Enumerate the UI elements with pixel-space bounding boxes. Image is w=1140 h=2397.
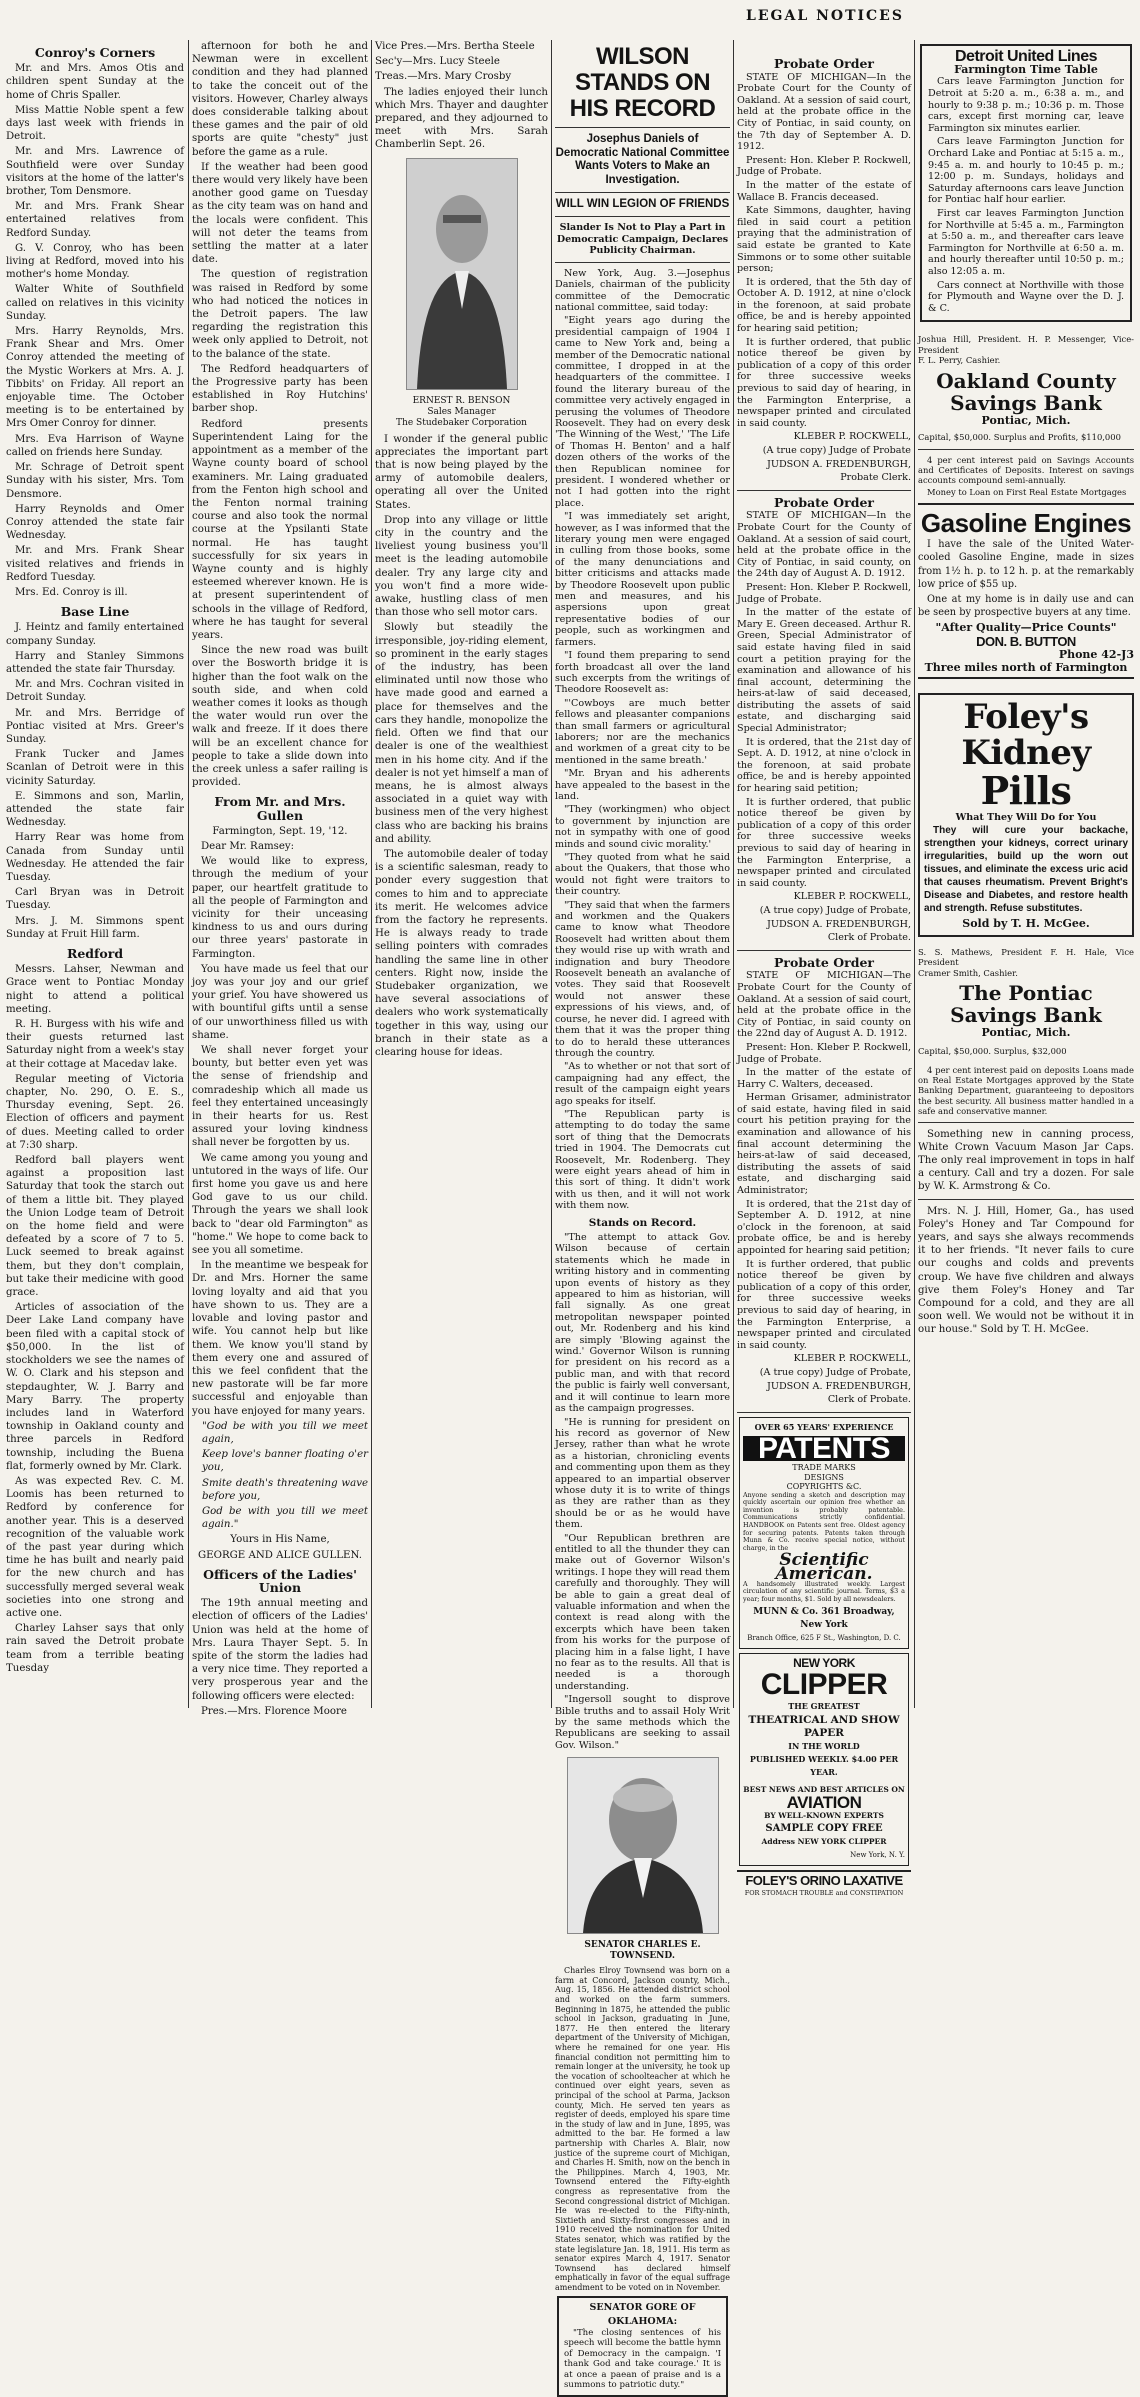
article-paragraph: "As to whether or not that sort of campaigning had any effect, the result of the campaign eight years ago speaks for itself.	[555, 1061, 730, 1107]
foley-subtitle: What They Will Do for You	[955, 812, 1097, 824]
legal-notices-header: LEGAL NOTICES	[746, 8, 904, 24]
townsend-biography: Charles Elroy Townsend was born on a farm at Concord, Jackson county, Mich., Aug. 15, 1856. He attended district school and worked on the farm summers. Beginning in 1875, he attended the public school in Jackson, graduating in June, 1877. He then entered the literary department of the University of Michigan, where he remained for one year. His financial condition not permitting him to remain longer at the university, he took up the vocation of schoolteacher at which he continued over eight years, seven as principal of the school at Parma, Jackson county, Mich. He served ten years as register of deeds, employed his spare time in the study of law and in June, 1895, was admitted to the bar. He formed a law partnership with Charles A. Blair, now justice of the supreme court of Michigan, and Charles H. Smith, now on the bench in the Philippines. March 4, 1903, Mr. Townsend entered the Fifty-eighth congress as representative from the Second congressional district of Michigan. He was re-elected to the Fifty-ninth, Sixtieth and Sixty-first congresses and in 1910 received the nomination for United States senator, which was ratified by the state legislature Jan. 18, 1911. His term as senator expires March 4, 1917. Senator Townsend has declared himself emphatically in favor of the equal suffrage amendment to be voted on in November.	[555, 1966, 730, 2292]
letter-dateline: Farmington, Sept. 19, '12.	[212, 825, 348, 837]
timetable-paragraph: First car leaves Farmington Junction for Northville at 5:45 a. m., Farmington at 5:50 a. m., and thereafter cars leave Farmington for Northville at 6:50 a. m. and hourly thereafter until 10:50 p. m.; also 12:05 a. m.	[928, 207, 1124, 277]
news-item: Miss Mattie Noble spent a few days last week with friends in Detroit.	[6, 104, 184, 143]
probate-signature-line: (A true copy) Judge of Probate,	[759, 904, 911, 916]
column-rule	[371, 40, 372, 1708]
benson-photo-caption	[375, 396, 548, 429]
news-item: Articles of association of the Deer Lake Land company have been filed with a capital stock of $50,000. In the list of stockholders we see the names of W. O. Clark and his stepson and stepdaughter, W. J. Barry and Mary Barry. The property includes land in Waterford township in Oakland county and three parcels in Redford township, including the Buena flat, formerly owned by Mr. Clark.	[6, 1302, 184, 1472]
foley-kidney-pills-ad	[918, 693, 1134, 936]
oakland-bank-officers: Joshua Hill, President. H. P. Messenger, Vice-President F. L. Perry, Cashier.	[918, 334, 1134, 366]
canning-notice: Something new in canning process, White Crown Vacuum Mason Jar Caps. The only real improvement in tops in half a century. Call and try a dozen. For sale by W. K. Armstrong & Co.	[918, 1128, 1134, 1193]
article-paragraph: Slowly but steadily the irresponsible, joy-riding element, so prominent in the early stages of the industry, has been eliminated until now those who have made good and earned a place for themselves and the cars they handle, monopolize the field. Often we find that our dealer is one of the wealthiest men in his home city. And if the dealer is not yet himself a man of means, he is almost always associated in a quiet way with business men of the very highest class who are backing his brains and ability.	[375, 622, 548, 845]
gullen-letter-heading: From Mr. and Mrs. Gullen	[214, 794, 346, 823]
probate-paragraph: It is ordered, that the 21st day of September A. D. 1912, at nine o'clock in the forenoon, at said probate office, be and is hereby appointed for hearing said petition;	[737, 1198, 911, 1256]
conroys-corners-heading: Conroy's Corners	[34, 45, 156, 60]
oakland-bank-loan: Money to Loan on First Real Estate Mortgages	[927, 487, 1127, 498]
article-paragraph: "The Republican party is attempting to do today the same sort of thing that the Democrats tried in 1904. The Democrats cut Roosevelt, Mr. Rodenberg. They were eight years ahead of him in this sort of thing. It didn't work with us then, and it will not work with them now.	[555, 1108, 730, 1212]
article-paragraph: "Our Republican brethren are entitled to all the thunder they can make out of Governor Wilson's writings. I hope they will read them carefully and thoroughly. They will be able to gain a great deal of valuable information and when the context is read along with the excerpts which have been taken from his works for the purpose of placing him in a false light, I have no fear as to the results. All that is needed is a thorough understanding.	[555, 1532, 730, 1692]
poem-line: "God be with you till we meet again,	[202, 1420, 368, 1445]
officers-list	[375, 40, 548, 84]
news-item: G. V. Conroy, who has been living at Redford, moved into his mother's home Monday.	[6, 242, 184, 281]
probate-signature-line: (A true copy) Judge of Probate	[762, 445, 911, 456]
pontiac-bank-city: Pontiac, Mich.	[981, 1026, 1071, 1040]
officers-president: Pres.—Mrs. Florence Moore	[201, 1705, 347, 1717]
divider	[918, 1122, 1134, 1123]
base-line-items	[6, 621, 184, 941]
gasoline-text: I have the sale of the United Water-cooled Gasoline Engine, made in sizes from 1½ h. p. to 12 h. p. at the remarkably low price of $55 up.	[918, 539, 1134, 590]
article-paragraph: I wonder if the general public appreciates the important part that is now being played by the army of automobile dealers, operating all over the United States.	[375, 433, 548, 511]
column-rule	[188, 40, 189, 1708]
article-paragraph: "'Cowboys are much better fellows and pleasanter companions than small farmers or agricultural laborers; nor are the mechanics and workmen of a great city to be mentioned in the same breath.'	[555, 697, 730, 766]
gore-quote: "The closing sentences of his speech will become the battle hymn of Democracy in the campaign. 'I thank God and take courage.' It is at once a paean of praise and is a summons to patriotic duty."	[564, 2327, 722, 2390]
probate-paragraph: It is ordered, that the 5th day of October A. D. 1912, at nine o'clock in the forenoon, at said probate office, be and is hereby appointed for hearing said petition;	[737, 276, 911, 335]
probate-order-title: Probate Order	[774, 494, 874, 510]
news-item: Redford presents Superintendent Laing for the appointment as a member of the Wayne county board of school examiners. Mr. Laing graduated from the Fenton high school and the Fenton normal training course and also took the normal course at the Ypsilanti State normal. He has taught successfully for six years in Wayne county and is highly esteemed wherever known. He is at present superintendent of schools in the village of Redford, where he has taught for several years.	[192, 418, 368, 641]
news-item: afternoon for both he and Newman were in excellent condition and they had planned to take the conceit out of the visitors. However, Charley always does considerable talking about these games and the pair of old sports are quite "chesty" just before the game as a rule.	[192, 41, 368, 158]
oakland-bank-city: Pontiac, Mich.	[981, 413, 1071, 427]
wilson-deck-1: Josephus Daniels of Democratic National Committee Wants Voters to Make an Investigation.	[555, 133, 730, 186]
article-paragraph: New York, Aug. 3.—Josephus Daniels, chairman of the publicity committee of the Democratic national committee, said today:	[555, 267, 730, 313]
article-paragraph: "The attempt to attack Gov. Wilson because of certain statements which he made in writing history and in commenting upon events of history as they appeared to him as historian, will fall signally. As one great metropolitan newspaper pointed out, Mr. Rodenberg and his kind are simply 'Blowing against the wind.' Governor Wilson is running for president on his record as a public man, and with that record the public is fairly well conversant, and it will continue to learn more as the campaign progresses.	[555, 1232, 730, 1415]
dur-paragraphs	[928, 76, 1124, 314]
probate-signature-line: KLEBER P. ROCKWELL,	[793, 1353, 911, 1365]
divider	[555, 262, 730, 263]
foley-title-3: Pills	[980, 768, 1072, 814]
news-item: Mr. and Mrs. Cochran visited in Detroit Sunday.	[6, 679, 184, 704]
letter-paragraph: You have made us feel that our joy was your joy and our grief your grief. You have showered us with bountiful gifts until a sense of our unworthiness filled us with shame.	[192, 963, 368, 1041]
officer-line: Sec'y—Mrs. Lucy Steele	[375, 56, 500, 68]
gore-heading: SENATOR GORE OF OKLAHOMA:	[589, 2302, 696, 2327]
gasoline-text-2: One at my home is in daily use and can be seen by prospective buyers at any time.	[918, 594, 1134, 619]
news-item: Messrs. Lahser, Newman and Grace went to Pontiac Monday night to attend a political meeting.	[6, 964, 184, 1015]
news-item: Harry Reynolds and Omer Conroy attended the state fair Wednesday.	[6, 503, 184, 542]
probate-signature-line: KLEBER P. ROCKWELL,	[793, 891, 911, 903]
news-item: As was expected Rev. C. M. Loomis has been returned to Redford by conference for another year. This is a deserved recognition of the valuable work of the past year during which time he has built and nearly paid for the new church and has successfully merged several weak societies into one strong and active one.	[6, 1475, 184, 1619]
gasoline-engines-ad	[918, 503, 1134, 679]
probate-paragraph: It is further ordered, that public notice thereof be given by publication of a copy of this order for three successive weeks previous to said day of hearing in the Farmington Enterprise, a newspaper printed and circulated in said county.	[737, 796, 911, 889]
probate-paragraph: Present: Hon. Kleber P. Rockwell, Judge of Probate.	[737, 154, 911, 178]
article-paragraph: "They said that when the farmers and workmen and the Quakers came to know what Theodore Roosevelt had written about them they would rise up with wrath and indignation and bury Theodore Roosevelt beneath an avalanche of votes. They said that Roosevelt would not answer these expressions of his views, and, of course, he never did. I agreed with them that it was the proper thing to do to herald these utterances through the country.	[555, 899, 730, 1059]
divider	[555, 216, 730, 217]
probate-signature-line: JUDSON A. FREDENBURGH,	[767, 918, 911, 930]
clipper-line-5: BEST NEWS AND BEST ARTICLES ON	[743, 1784, 905, 1794]
probate-order-title: Probate Order	[774, 954, 874, 970]
foley-title-1: Foley's	[963, 697, 1089, 738]
probate-signature-line: Probate Clerk.	[840, 472, 911, 484]
townsend-caption: SENATOR CHARLES E. TOWNSEND.	[584, 1940, 701, 1962]
wilson-deck-2: WILL WIN LEGION OF FRIENDS	[555, 198, 730, 210]
column-6	[918, 40, 1134, 1710]
clipper-line-4: PUBLISHED WEEKLY. $4.00 PER YEAR.	[749, 1754, 899, 1778]
munn-branch: Branch Office, 625 F St., Washington, D. C.	[747, 1633, 901, 1642]
column-1	[6, 40, 184, 1710]
news-item: Charley Lahser says that only rain saved the Detroit probate team from a terrible beating Tuesday	[6, 1623, 184, 1674]
clipper-title: CLIPPER	[760, 1668, 888, 1702]
clipper-ny: NEW YORK	[793, 1656, 855, 1671]
gasoline-phone: Phone 42-J3	[1058, 647, 1134, 661]
oakland-bank-capital: Capital, $50,000. Surplus and Profits, $110,000	[918, 431, 1121, 442]
article-paragraph: "Eight years ago during the presidential campaign of 1904 I came to New York and, being a member of the Democratic national committee, I dropped in at the headquarters of the committee. I found the literary bureau of the committee very actively engaged in perusing the volumes of Theodore Roosevelt. They had on every desk 'The Winning of the West,' 'The Life of Thomas H. Benton' and a half dozen others of the works of the then Republican nominee for president. I wondered whether or not I had gotten into the right place.	[555, 315, 730, 509]
column-rule	[733, 40, 734, 1708]
timetable-paragraph: Cars connect at Northville with those for Plymouth and Wayne over the D. J. & C.	[928, 279, 1124, 314]
patents-ad	[739, 1417, 909, 1649]
divider	[918, 449, 1134, 450]
news-item: Mr. and Mrs. Frank Shear entertained relatives from Redford Sunday.	[6, 201, 184, 239]
clipper-line-9: Address NEW YORK CLIPPER	[761, 1837, 887, 1847]
letter-poem	[192, 1420, 368, 1532]
probate-paragraph: STATE OF MICHIGAN—The Probate Court for the County of Oakland. At a session of said court, held at the probate office in the City of Pontiac, in said county on the 22nd day of August A. D. 1912.	[737, 970, 911, 1040]
gasoline-title: Gasoline Engines	[920, 508, 1132, 539]
gore-quote-box	[557, 2296, 728, 2397]
clipper-ad	[739, 1653, 909, 1866]
news-item: Redford ball players went against a proposition last Saturday that took the starch out of them a little bit. They played the Union Lodge team of Detroit on the home field and were defeated by a score of 7 to 5. Luck seemed to break against them, but they don't complain, but take their medicine with good grace.	[6, 1155, 184, 1299]
news-item: The Redford headquarters of the Progressive party has been established in Roy Hutchins' barber shop.	[192, 363, 368, 415]
redford-continued	[192, 40, 368, 789]
caption-line: The Studebaker Corporation	[396, 417, 527, 428]
column-2	[192, 40, 368, 1717]
probate-signature-line: Clerk of Probate.	[827, 932, 911, 944]
probate-signature-line: JUDSON A. FREDENBURGH,	[767, 458, 911, 470]
article-paragraph: "They (workingmen) who object to government by injunction are not in sympathy with one of good minds and sound civic morality.'	[555, 804, 730, 850]
conroys-corners-items	[6, 62, 184, 599]
officers-text: The 19th annual meeting and election of officers of the Ladies' Union was held at the home of Mrs. Laura Thayer Sept. 5. In spite of the storm the ladies had a very nice time. They reported a very prosperous year and the following officers were elected:	[192, 1598, 368, 1702]
news-item: Mr. and Mrs. Amos Otis and children spent Sunday at the home of Chris Spaller.	[6, 63, 184, 101]
news-item: Mrs. Harry Reynolds, Mrs. Frank Shear and Mrs. Omer Conroy attended the meeting of the Mystic Workers at Mrs. A. J. Tibbits' on Friday. All report an enjoyable time. The October meeting is to be entertained by Mrs Omer Conroy for dinner.	[6, 326, 184, 430]
letter-closing: Yours in His Name,	[230, 1534, 330, 1546]
dur-subtitle: Farmington Time Table	[954, 63, 1098, 77]
article-paragraph: The automobile dealer of today is a scientific salesman, ready to ponder every suggestion that comes to him and to appreciate its merit. He welcomes advice from the factory he represents. He is always ready to trade selling pointers with comrades handling the same line in other centers. Right now, inside the Studebaker organization, we have several associations of dealers who work systematically together in this way, using our branch in their state as a clearing house for ideas.	[375, 848, 548, 1058]
news-item: Mr. Schrage of Detroit spent Sunday with his sister, Mrs. Tom Densmore.	[6, 462, 184, 500]
clipper-line-6: AVIATION	[786, 1792, 862, 1812]
probate-notices	[737, 58, 911, 1413]
clipper-line-10: New York, N. Y.	[850, 1850, 905, 1859]
column-5	[737, 52, 911, 1898]
timetable-paragraph: Cars leave Farmington Junction for Orchard Lake and Pontiac at 5:15 a. m., 9:45 a. m. and hourly to 10:45 p. m.; 12:00 p. m. Sundays, holidays and Saturday afternoons cars leave Junction for Pontiac half hour earlier.	[928, 136, 1124, 206]
probate-order	[737, 494, 911, 951]
news-item: J. Heintz and family entertained company Sunday.	[6, 622, 184, 647]
probate-paragraph: In the matter of the estate of Wallace B. Francis deceased.	[737, 179, 911, 203]
gullen-letter-body	[192, 855, 368, 1418]
news-item: Mrs. Ed. Conroy is ill.	[15, 586, 128, 598]
clipper-line-1: THE GREATEST	[788, 1701, 860, 1712]
probate-order	[737, 954, 911, 1413]
probate-signature-line: Clerk of Probate.	[827, 1394, 911, 1406]
dur-title: Detroit United Lines	[954, 48, 1097, 65]
news-item: E. Simmons and son, Marlin, attended the state fair Wednesday.	[6, 790, 184, 829]
letter-salutation: Dear Mr. Ramsey:	[201, 840, 295, 852]
wilson-deck-3: Slander Is Not to Play a Part in Democratic Campaign, Declares Publicity Chairman.	[556, 222, 729, 257]
probate-paragraph: It is further ordered, that public notice thereof be given by publication of a copy of this order for three successive weeks previous to said day of hearing, in the Farmington Enterprise, a newspaper printed and circulated in said county.	[737, 336, 911, 429]
article-paragraph: "He is running for president on his record as governor of New Jersey, rather than what he wrote as a historian, chronicling events and commenting upon them as they appeared to an impartial observer whose duty it is to write of things as they are rather than as they should be or as he would have them.	[555, 1416, 730, 1531]
probate-paragraph: Herman Grisamer, administrator of said estate, having filed in said court his petition praying for the examination and allowance of his final account determining the heirs-at-law of said deceased, distributing the assets of said estate, and discharging said Administrator;	[737, 1092, 911, 1197]
patents-banner	[743, 1431, 905, 1465]
wilson-headline: WILSON STANDS ON HIS RECORD	[569, 43, 716, 122]
foley-sold-by: Sold by T. H. McGee.	[962, 917, 1090, 931]
foley-text: They will cure your backache, strengthen your kidneys, correct urinary irregularities, build up the worn out tissues, and eliminate the excess uric acid that causes rheumatism. Prevent Bright's Disease and Diabetes, and restore health and strength. Refuse substitutes.	[924, 825, 1128, 915]
article-paragraph: "Ingersoll sought to disprove Bible truths and to assail Holy Writ by the same methods which the Republicans are seeking to assail Gov. Wilson."	[555, 1694, 730, 1751]
clipper-line-3: IN THE WORLD	[788, 1740, 860, 1751]
probate-order-title: Probate Order	[774, 56, 874, 71]
column-3	[375, 40, 548, 1710]
automobile-dealer-article	[375, 433, 548, 1060]
caption-line: ERNEST R. BENSON	[412, 395, 511, 406]
probate-signature-line: KLEBER P. ROCKWELL,	[793, 431, 911, 443]
clipper-line-7: BY WELL-KNOWN EXPERTS	[764, 1811, 884, 1820]
news-item: Since the new road was built over the Bosworth bridge it is higher than the foot walk on the south side, and when cold weather comes it looks as though the water would run over the walk and freeze. If it does there will be an excellent chance for people to take a slide down into the creek unless a safer railing is provided.	[192, 645, 368, 789]
article-paragraph: "Mr. Bryan and his adherents have appealed to the basest in the land.	[555, 768, 730, 802]
officers-note: The ladies enjoyed their lunch which Mrs. Thayer and daughter prepared, and they adjourned to meet with Mrs. Sarah Chamberlin Sept. 26.	[375, 86, 548, 151]
munn-address: MUNN & Co. 361 Broadway, New York	[753, 1606, 895, 1630]
caption-line: Sales Manager	[427, 406, 496, 417]
redford-items	[6, 963, 184, 1675]
foley-laxative-sub: FOR STOMACH TROUBLE and CONSTIPATION	[744, 1889, 904, 1898]
clipper-line-8: SAMPLE COPY FREE	[765, 1823, 883, 1835]
probate-paragraph: In the matter of the estate of Mary E. Green deceased. Arthur R. Green, Special Administrator of said estate having filed in said court a petition praying for the examination and allowance of his final account, determining the heirs-at-law of said deceased, distributing the assets of said estate, and discharging said Special Administrator;	[737, 607, 911, 735]
probate-paragraph: STATE OF MICHIGAN—In the Probate Court for the County of Oakland. At a session of said court, held at the probate office in the City of Pontiac, in said county, on the 7th day of September A. D. 1912.	[737, 71, 911, 153]
patents-title: PATENTS	[757, 1431, 891, 1465]
news-item: Mr. and Mrs. Berridge of Pontiac visited at Mrs. Greer's Sunday.	[6, 707, 184, 745]
foley-title-2: Kidney	[961, 733, 1091, 774]
news-item: If the weather had been good there would very likely have been another good game on Tuesday as the city team was on hand and the locals were confident. This will not deter the teams from settling the matter at a later date.	[192, 161, 368, 266]
probate-paragraph: It is further ordered, that public notice thereof be given by publication of a copy of this order, for three successive weeks previous to said day of hearing, in the Farmington Enterprise, a newspaper printed and circulated in said county.	[737, 1258, 911, 1351]
townsend-portrait-image	[567, 1757, 719, 1934]
patents-marks: TRADE MARKS DESIGNS COPYRIGHTS &C.	[786, 1463, 862, 1492]
letter-paragraph: We shall never forget your bounty, but better even yet was the sense of friendship and comradeship which all made us feel they entertained unceasingly in their hearts for us. Rest assured your loving kindness shall never be forgotten by us.	[192, 1045, 368, 1149]
gasoline-slogan: "After Quality—Price Counts"	[935, 621, 1117, 635]
patents-small-text: Anyone sending a sketch and description may quickly ascertain our opinion free whether an invention is probably patentable. Communications strictly confidential. HANDBOOK on Patents sent free. Oldest agency for securing patents. Patents taken through Munn & Co. receive special notice, without charge, in the	[743, 1490, 905, 1552]
news-item: R. H. Burgess with his wife and their guests returned last Saturday night from a week's stay at their cottage at Macedav lake.	[6, 1019, 184, 1070]
base-line-heading: Base Line	[60, 604, 130, 620]
gasoline-location: Three miles north of Farmington	[924, 661, 1128, 675]
letter-paragraph: We came among you young and untutored in the ways of life. Our first home you gave us and here God gave to us our child. Through the years we shall look back to "dear old Farmington" as "home." We hope to come back to see you all sometime.	[192, 1152, 368, 1257]
pontiac-bank-note: 4 per cent interest paid on deposits Loans made on Real Estate Mortgages approved by the State Banking Department, guaranteeing to depositors the best security. All business matter handled in a safe and conservative manner.	[918, 1064, 1134, 1117]
officer-line: Treas.—Mrs. Mary Crosby	[375, 71, 512, 83]
news-item: Regular meeting of Victoria chapter, No. 290, O. E. S., Thursday evening, Sept. 26. Election of officers and payment of dues. Meeting called to order at 7:30 sharp.	[6, 1073, 184, 1151]
poem-line: Keep love's banner floating o'er you,	[202, 1449, 368, 1474]
clipper-line-2: THEATRICAL AND SHOW PAPER	[748, 1713, 900, 1739]
news-item: The question of registration was raised in Redford by some who had noticed the notices in the Detroit papers. The law regarding the registration this week only applied to Detroit, not to the balance of the state.	[192, 269, 368, 360]
letter-paragraph: In the meantime we bespeak for Dr. and Mrs. Horner the same loving loyalty and aid that you have shown to us. They are a lovable and loving pastor and wife. You cannot help but like them. We know you'll stand by them every one and assured of this we feel confident that the new pastorate will be far more successful and enjoyable than you have enjoyed for many years.	[192, 1260, 368, 1417]
column-4	[555, 40, 730, 2390]
divider	[555, 192, 730, 193]
probate-signature-line: JUDSON A. FREDENBURGH,	[767, 1380, 911, 1392]
timetable-paragraph: Cars leave Farmington Junction for Detroit at 5:20 a. m., 6:38 a. m., and hourly to 9:38 p. m.; 10:36 p. m. Those cars, except first morning car, leave Farmington six minutes earlier.	[928, 76, 1124, 134]
oakland-bank-title: Oakland County Savings Bank	[936, 368, 1116, 415]
news-item: Harry Rear was home from Canada from Sunday until Wednesday. He attended the fair Tuesday.	[6, 832, 184, 883]
pontiac-bank-capital: Capital, $50,000. Surplus, $32,000	[918, 1046, 1067, 1057]
probate-order	[737, 58, 911, 491]
news-item: Mr. and Mrs. Lawrence of Southfield were over Sunday visitors at the home of the latter's brother, Tom Densmore.	[6, 146, 184, 198]
article-paragraph: "I was immediately set aright, however, as I was informed that the literary young men were engaged in culling from those books, some of the many denunciations and bitter criticisms and attacks made by Theodore Roosevelt upon public men and measures, and his aspersions upon great representative bodies of our people, such as workingmen and farmers.	[555, 511, 730, 648]
scientific-american-title: Scientific American.	[775, 1550, 873, 1584]
wilson-article-body	[555, 268, 730, 1752]
probate-paragraph: In the matter of the estate of Harry C. Walters, deceased.	[737, 1067, 911, 1090]
patents-over-text: OVER 65 YEARS' EXPERIENCE	[754, 1421, 894, 1432]
letter-signature: GEORGE AND ALICE GULLEN.	[198, 1549, 362, 1561]
news-item: Carl Bryan was in Detroit Tuesday.	[6, 887, 184, 912]
column-rule	[914, 40, 915, 1708]
scientific-american-text: A handsomely illustrated weekly. Largest circulation of any scientific journal. Terms, $3 a year; four months, $1. Sold by all newsdealers.	[743, 1579, 905, 1603]
divider	[918, 1199, 1134, 1200]
foley-testimonial: Mrs. N. J. Hill, Homer, Ga., has used Foley's Honey and Tar Compound for years, and says she always recommends it to her friends. "It never fails to cure our coughs and colds and prevents croup. We have five children and always give them Foley's Honey and Tar Compound for a cold, and they are all soon well. We would not be without it in our house." Sold by T. H. McGee.	[918, 1205, 1134, 1336]
news-item: Harry and Stanley Simmons attended the state fair Thursday.	[6, 650, 184, 675]
probate-paragraph: Present: Hon. Kleber P. Rockwell, Judge of Probate.	[737, 1041, 911, 1065]
oakland-bank-note: 4 per cent interest paid on Savings Accounts and Certificates of Deposits. Interest on savings accounts compound semi-annually.	[918, 455, 1134, 486]
pontiac-bank-title: The Pontiac Savings Bank	[950, 981, 1102, 1028]
redford-heading: Redford	[66, 946, 124, 961]
probate-paragraph: Present: Hon. Kleber P. Rockwell, Judge of Probate.	[737, 581, 911, 605]
poem-line: Smite death's threatening wave before you,	[202, 1477, 368, 1502]
news-item: Mr. and Mrs. Frank Shear visited relatives and friends in Redford Tuesday.	[6, 545, 184, 583]
column-rule	[551, 40, 552, 1708]
gasoline-dealer-name: DON. B. BUTTON	[976, 633, 1076, 649]
pontiac-bank-officers: S. S. Mathews, President F. H. Hale, Vice President Cramer Smith, Cashier.	[918, 946, 1134, 978]
benson-portrait-image	[406, 158, 518, 390]
news-item: Mrs. J. M. Simmons spent Sunday at Fruit Hill farm.	[6, 915, 184, 940]
probate-paragraph: Kate Simmons, daughter, having filed in said court a petition praying that the administration of said estate be granted to Kate Simmons or to some other suitable person;	[737, 205, 911, 275]
article-paragraph: "I found them preparing to send forth broadcast all over the land such excerpts from the writings of Theodore Roosevelt as:	[555, 650, 730, 696]
probate-paragraph: It is ordered, that the 21st day of Sept. A. D. 1912, at nine o'clock in the forenoon, at said probate office, be and is hereby appointed for hearing said petition;	[737, 736, 911, 795]
article-paragraph: Drop into any village or little city in the country and the liveliest young business you'll meet is the leading automobile dealer. Try any large city and you won't find a more wide-awake, hustling class of men than those who sell motor cars.	[375, 514, 548, 619]
officers-heading: Officers of the Ladies' Union	[203, 1566, 357, 1595]
letter-paragraph: We would like to express, through the medium of your paper, our heartfelt gratitude to all the people of Farmington and vicinity for their unceasing kindness to us and ours during our three years' pastorate in Farmington.	[192, 856, 368, 960]
article-paragraph: "They quoted from what he said about the Quakers, that those who would not fight were traitors to their country.	[555, 852, 730, 898]
poem-line: God be with you till we meet again."	[202, 1505, 368, 1531]
probate-signature-line: (A true copy) Judge of Probate,	[759, 1366, 911, 1378]
news-item: Frank Tucker and James Scanlan of Detroit were in this vicinity Saturday.	[6, 749, 184, 787]
dur-timetable-box	[920, 44, 1132, 322]
foley-laxative-title: FOLEY'S ORINO LAXATIVE	[737, 1870, 911, 1887]
probate-paragraph: STATE OF MICHIGAN—In the Probate Court for the County of Oakland. At a session of said court, held at the probate office in the City of Pontiac, in said county, on the 24th day of August A. D. 1912.	[737, 510, 911, 580]
stands-on-record-heading: Stands on Record.	[588, 1216, 697, 1229]
news-item: Mrs. Eva Harrison of Wayne called on friends here Sunday.	[6, 433, 184, 458]
divider	[555, 127, 730, 128]
officer-line: Vice Pres.—Mrs. Bertha Steele	[375, 41, 535, 52]
news-item: Walter White of Southfield called on relatives in this vicinity Sunday.	[6, 284, 184, 322]
